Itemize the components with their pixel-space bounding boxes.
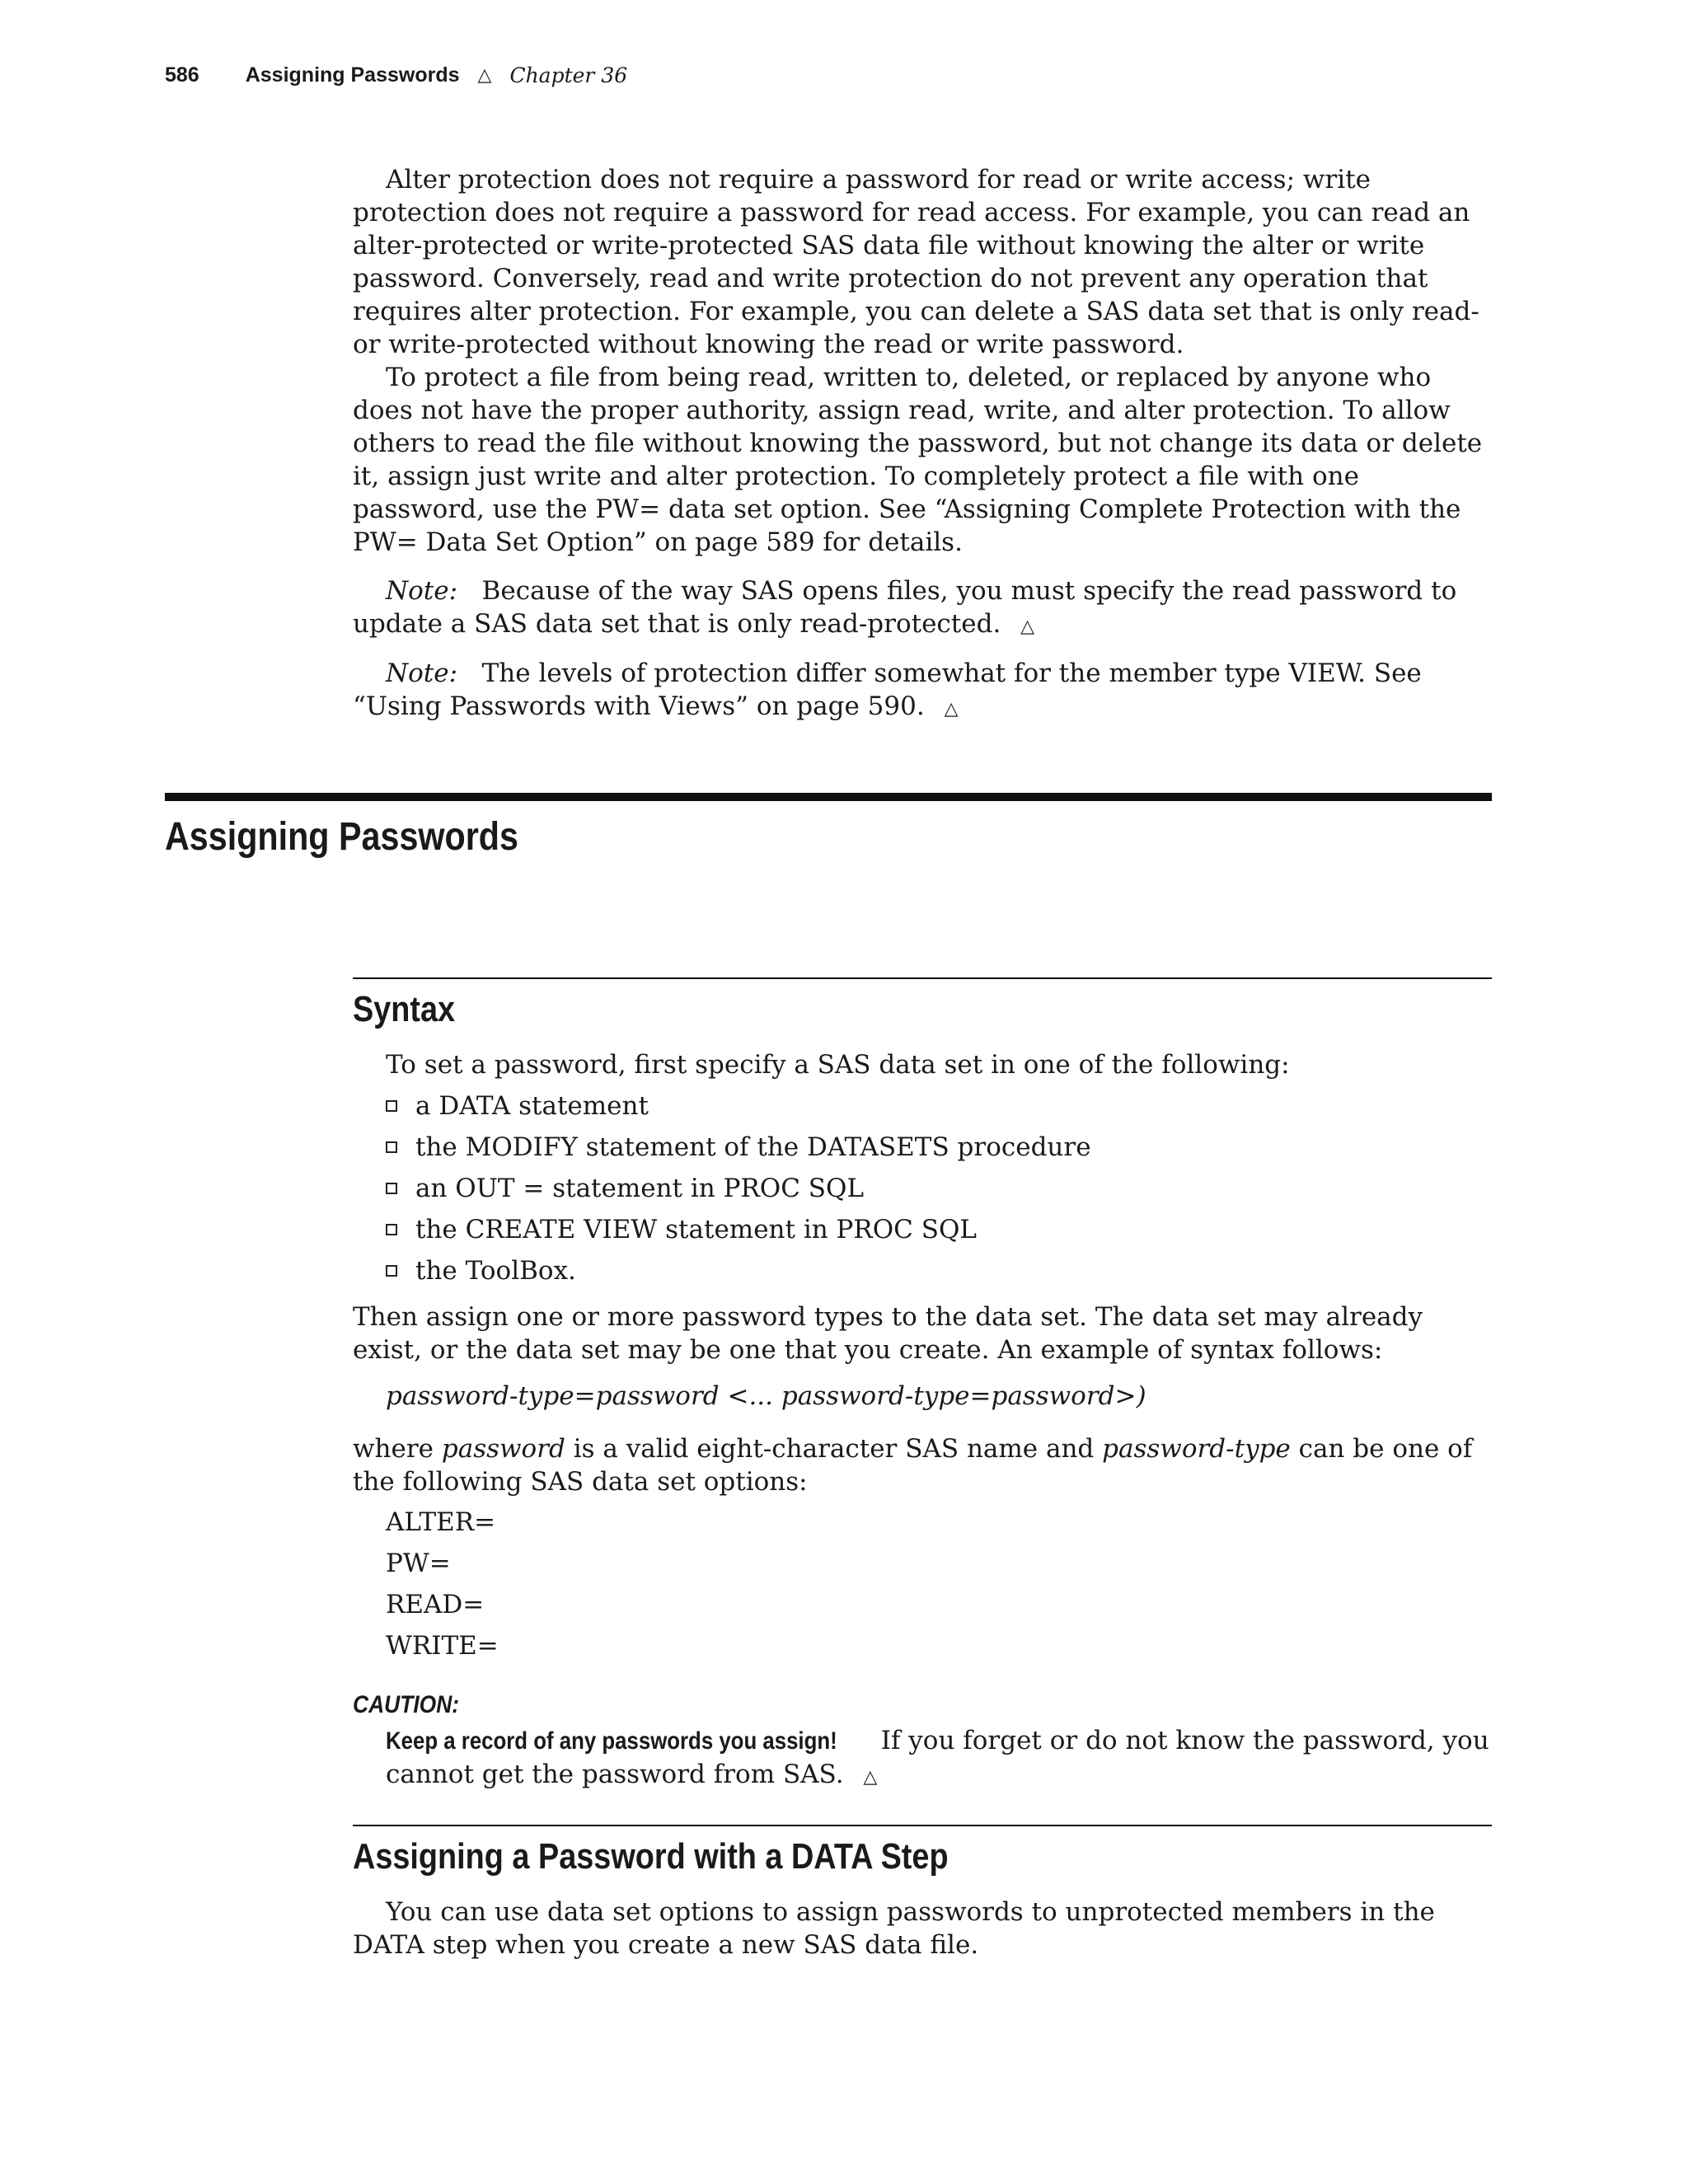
checkbox-bullet-icon (386, 1141, 397, 1153)
option-list (386, 1502, 499, 1666)
checkbox-bullet-icon (386, 1100, 397, 1112)
list-item: the ToolBox. (386, 1250, 1091, 1291)
subsection-rule (353, 1825, 1492, 1826)
subsection-rule (353, 977, 1492, 979)
page-number: 586 (165, 63, 199, 87)
option-item: ALTER= (386, 1507, 496, 1537)
chapter-label: Chapter 36 (509, 63, 628, 87)
data-step-paragraph: You can use data set options to assign passwords to unprotected members in the DATA step when you create a new SAS data file. (353, 1897, 1435, 1960)
checkbox-bullet-icon (386, 1265, 397, 1277)
end-triangle-icon: △ (944, 699, 959, 719)
end-triangle-icon: △ (863, 1767, 878, 1788)
syntax-lead: To set a password, first specify a SAS data set in one of the following: (386, 1050, 1290, 1080)
syntax-heading: Syntax (353, 989, 456, 1029)
checkbox-bullet-icon (386, 1224, 397, 1235)
syntax-example: password-type=password <... password-type=password>) (386, 1381, 1146, 1411)
syntax-paragraph: Then assign one or more password types to the data set. The data set may already exist, or the data set may be one that you create. An example of syntax follows: (353, 1302, 1423, 1365)
intro-paragraph-2: To protect a file from being read, written to, deleted, or replaced by anyone who does not have the proper authority, assign read, write, and alter protection. To allow others to read the file without knowing the password, but not change its data or delete it, assign just write and alter protection. To completely protect a file with one password, use the PW= data set option. See “Assigning Complete Protection with the PW= Data Set Option” on page 589 for details. (353, 363, 1483, 557)
note-text: Because of the way SAS opens files, you must specify the read password to update a SAS data set that is only read-protected. (353, 576, 1457, 639)
option-item: READ= (386, 1590, 485, 1619)
data-step-heading: Assigning a Password with a DATA Step (353, 1836, 949, 1877)
checkbox-bullet-icon (386, 1183, 397, 1194)
intro-paragraph-1: Alter protection does not require a password for read or write access; write protection does not require a password for read access. For example, you can read an alter-protected or write-protected SAS data file without knowing the alter or write password. Conversely, read and write protection do not prevent any operation that requires alter protection. For example, you can delete a SAS data set that is only read- or write-protected without knowing the read or write password. (353, 165, 1479, 359)
list-item: a DATA statement (386, 1085, 1091, 1127)
note-1 (353, 574, 1492, 644)
list-item: the MODIFY statement of the DATASETS procedure (386, 1127, 1091, 1168)
running-header (165, 61, 627, 89)
where-paragraph: where password is a valid eight-character SAS name and password-type can be one of the following SAS data set options: (353, 1434, 1473, 1497)
target-list (386, 1085, 1091, 1291)
list-item: an OUT = statement in PROC SQL (386, 1168, 1091, 1209)
option-item: WRITE= (386, 1631, 499, 1661)
triangle-icon: △ (477, 64, 492, 85)
note-2 (353, 657, 1492, 726)
caution-text: Keep a record of any passwords you assign! If you forget or do not know the password, you cannot get the password from SAS. △ (386, 1726, 1489, 1789)
note-label: Note: (386, 576, 458, 606)
caution-emphasis: Keep a record of any passwords you assign! (386, 1727, 837, 1755)
running-title: Assigning Passwords (245, 63, 460, 87)
section-title: Assigning Passwords (165, 815, 518, 859)
intro-block (353, 163, 1492, 559)
option-item: PW= (386, 1549, 451, 1578)
note-label: Note: (386, 658, 458, 688)
section-rule (165, 793, 1492, 801)
note-text: The levels of protection differ somewhat for the member type VIEW. See “Using Passwords with Views” on page 590. (353, 658, 1422, 721)
end-triangle-icon: △ (1020, 616, 1035, 637)
list-item: the CREATE VIEW statement in PROC SQL (386, 1209, 1091, 1250)
caution-label: CAUTION: (353, 1691, 460, 1718)
